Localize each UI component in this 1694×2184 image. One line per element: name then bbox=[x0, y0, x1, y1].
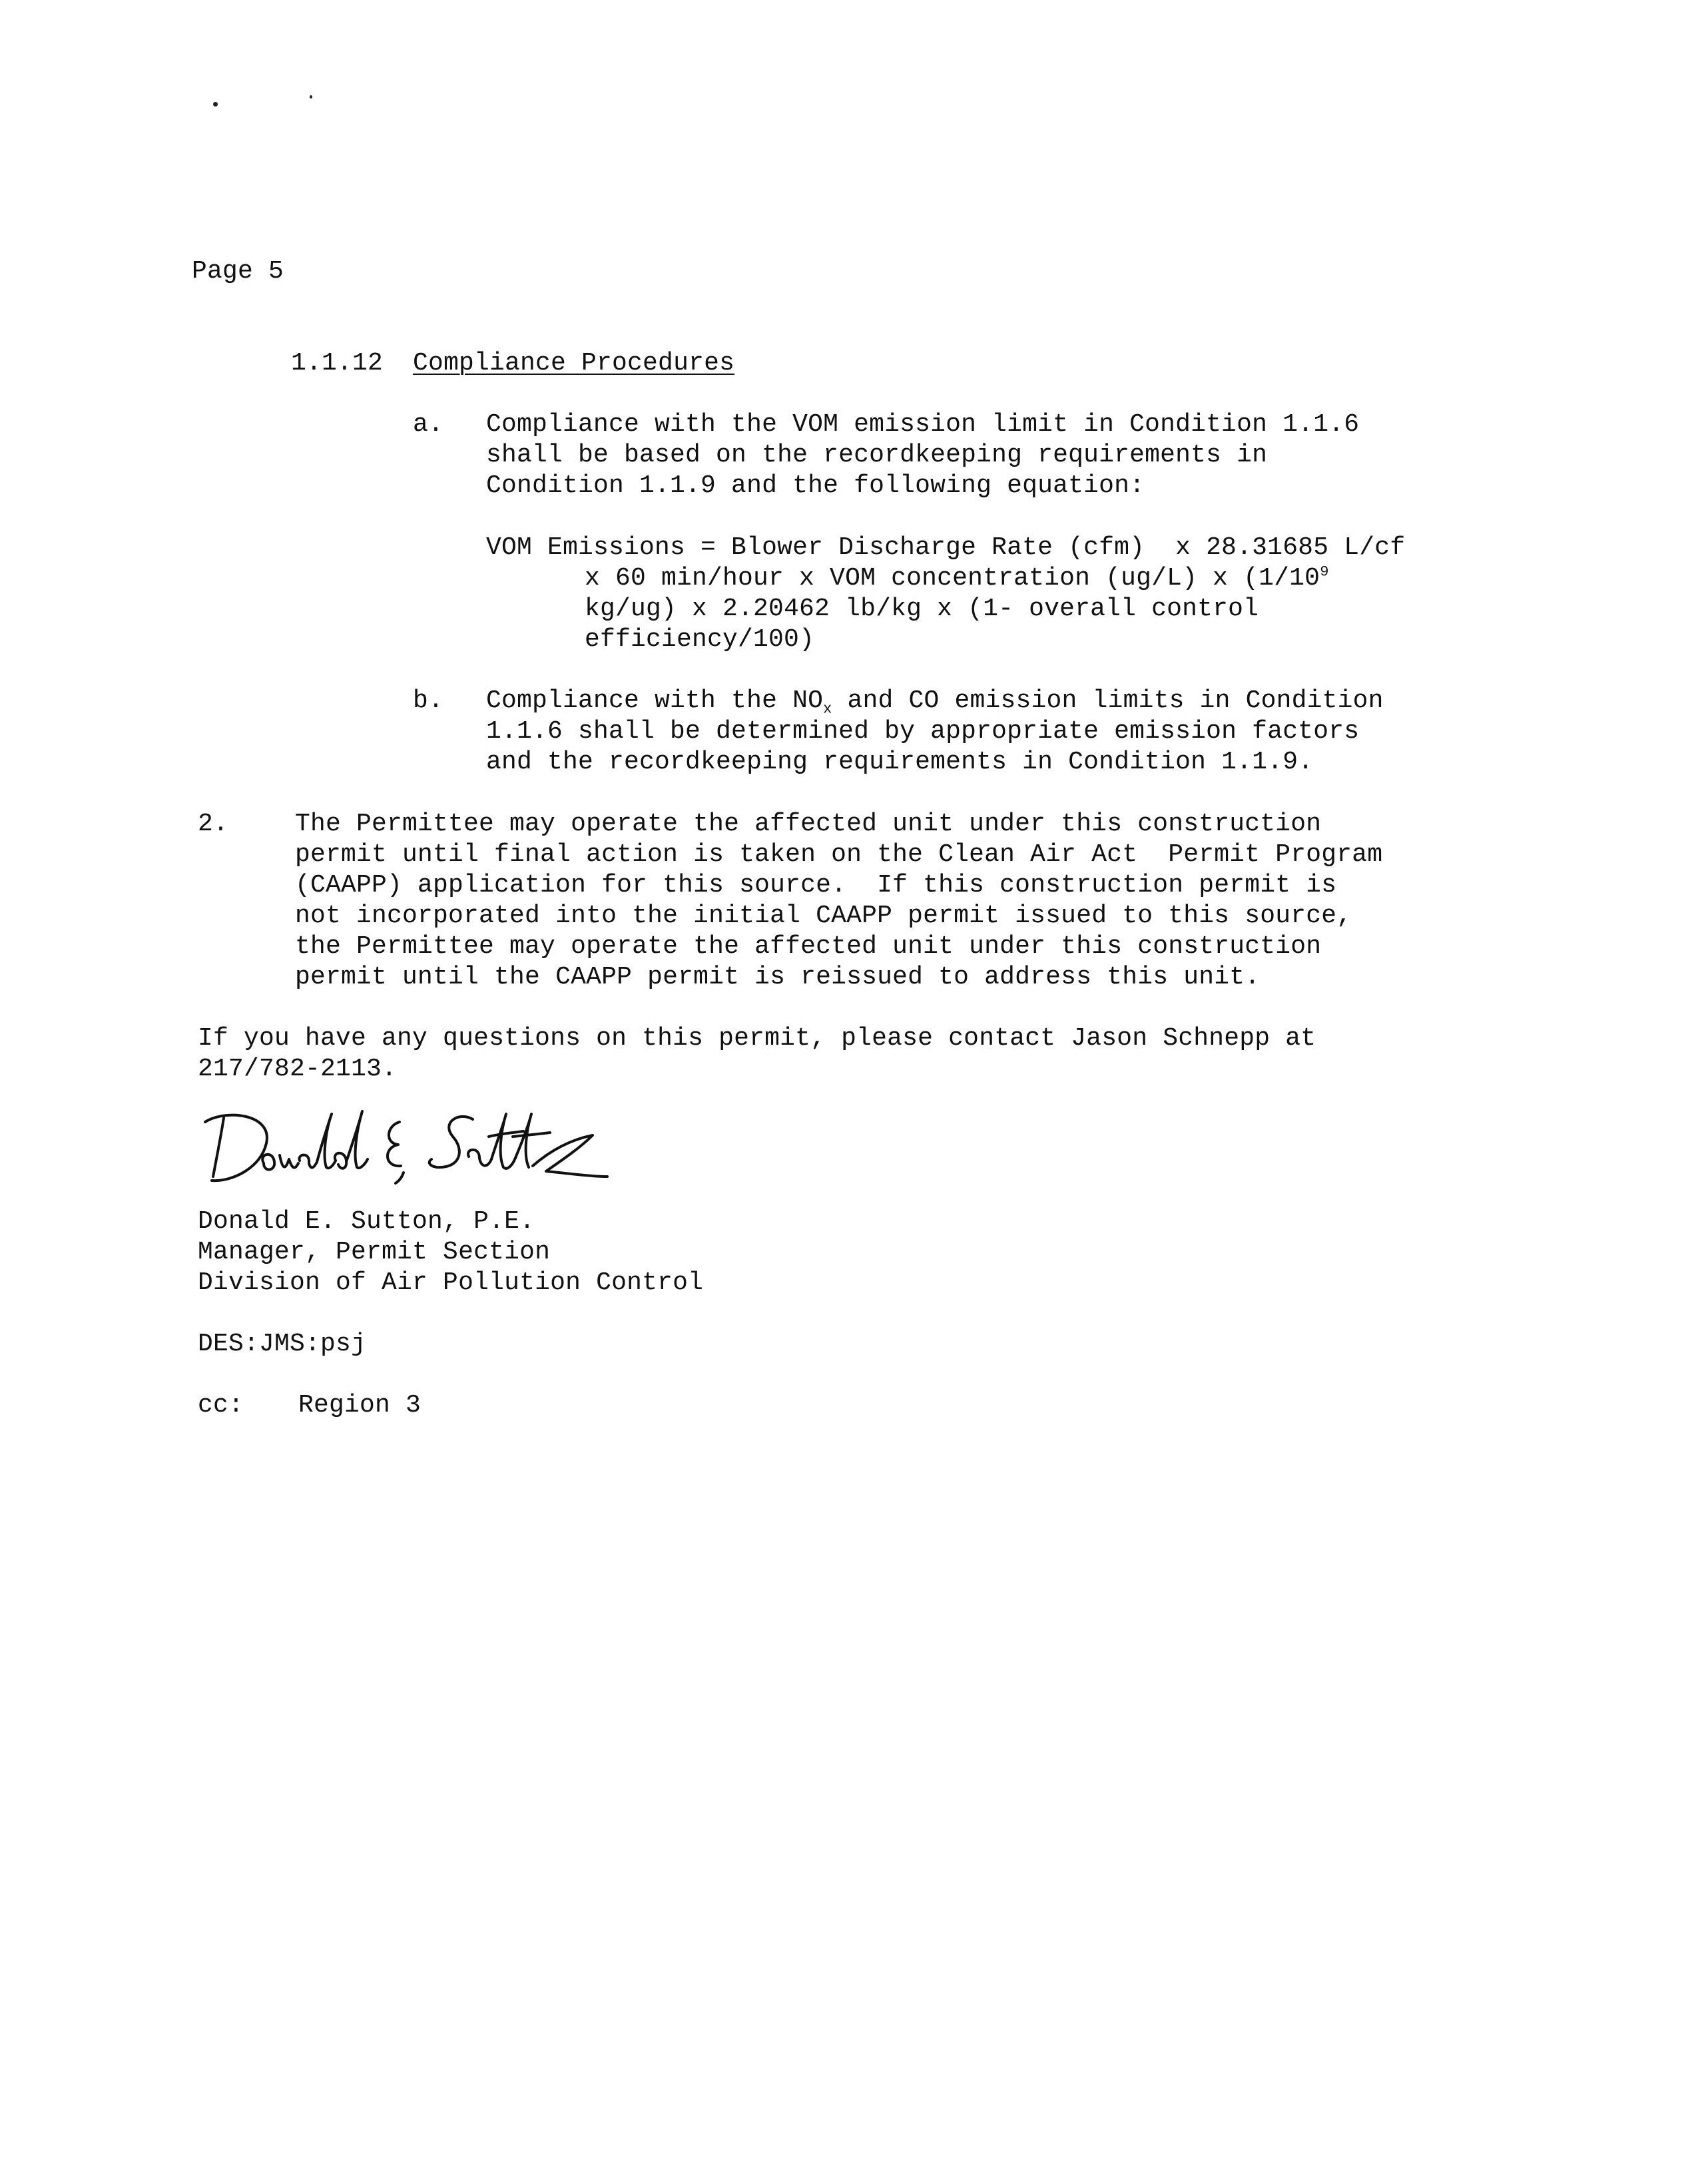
item-2-line: (CAAPP) application for this source. If this construction permit is bbox=[295, 871, 1337, 900]
item-2-marker: 2. bbox=[198, 810, 229, 838]
item-2-line: the Permittee may operate the affected unit under this construction bbox=[295, 932, 1322, 961]
scan-speck bbox=[213, 102, 218, 107]
equation-line: efficiency/100) bbox=[585, 625, 815, 654]
item-b-line: 1.1.6 shall be determined by appropriate emission factors bbox=[486, 717, 1360, 746]
item-a-line: Condition 1.1.9 and the following equation: bbox=[486, 471, 1145, 500]
contact-line: If you have any questions on this permit, please contact Jason Schnepp at bbox=[198, 1024, 1316, 1053]
subscript: x bbox=[823, 700, 832, 718]
typist-initials: DES:JMS:psj bbox=[198, 1330, 367, 1358]
signatory-division: Division of Air Pollution Control bbox=[198, 1268, 704, 1297]
item-a-line: shall be based on the recordkeeping requirements in bbox=[486, 441, 1268, 469]
cc-value: Region 3 bbox=[298, 1391, 422, 1420]
item-a-line: Compliance with the VOM emission limit in Condition 1.1.6 bbox=[486, 410, 1360, 439]
exponent: 9 bbox=[1320, 563, 1329, 581]
equation-line: kg/ug) x 2.20462 lb/kg x (1- overall control bbox=[585, 595, 1259, 623]
item-b-line bbox=[486, 686, 1384, 716]
section-heading: Compliance Procedures bbox=[413, 349, 735, 378]
item-2-line: not incorporated into the initial CAAPP permit issued to this source, bbox=[295, 902, 1352, 930]
equation-line bbox=[585, 563, 1329, 594]
item-b-line: and the recordkeeping requirements in Condition 1.1.9. bbox=[486, 748, 1314, 776]
signatory-name: Donald E. Sutton, P.E. bbox=[198, 1207, 535, 1236]
item-b-text: Compliance with the NO bbox=[486, 686, 824, 715]
equation-line-text: x 60 min/hour x VOM concentration (ug/L) x (1/10 bbox=[585, 564, 1320, 593]
cc-label: cc: bbox=[198, 1391, 244, 1420]
item-b-text: and CO emission limits in Condition bbox=[832, 686, 1384, 715]
scan-speck bbox=[310, 95, 312, 99]
contact-line: 217/782-2113. bbox=[198, 1055, 398, 1083]
page-label: Page 5 bbox=[192, 257, 284, 286]
section-number: 1.1.12 bbox=[291, 349, 384, 378]
item-a-marker: a. bbox=[413, 410, 444, 439]
handwritten-signature bbox=[200, 1102, 613, 1195]
item-2-line: The Permittee may operate the affected unit under this construction bbox=[295, 810, 1322, 838]
item-b-marker: b. bbox=[413, 686, 444, 715]
signatory-title: Manager, Permit Section bbox=[198, 1238, 551, 1266]
equation-line: VOM Emissions = Blower Discharge Rate (cfm) x 28.31685 L/cf bbox=[486, 533, 1406, 562]
item-2-line: permit until final action is taken on the Clean Air Act Permit Program bbox=[295, 840, 1383, 869]
item-2-line: permit until the CAAPP permit is reissued to address this unit. bbox=[295, 963, 1261, 991]
